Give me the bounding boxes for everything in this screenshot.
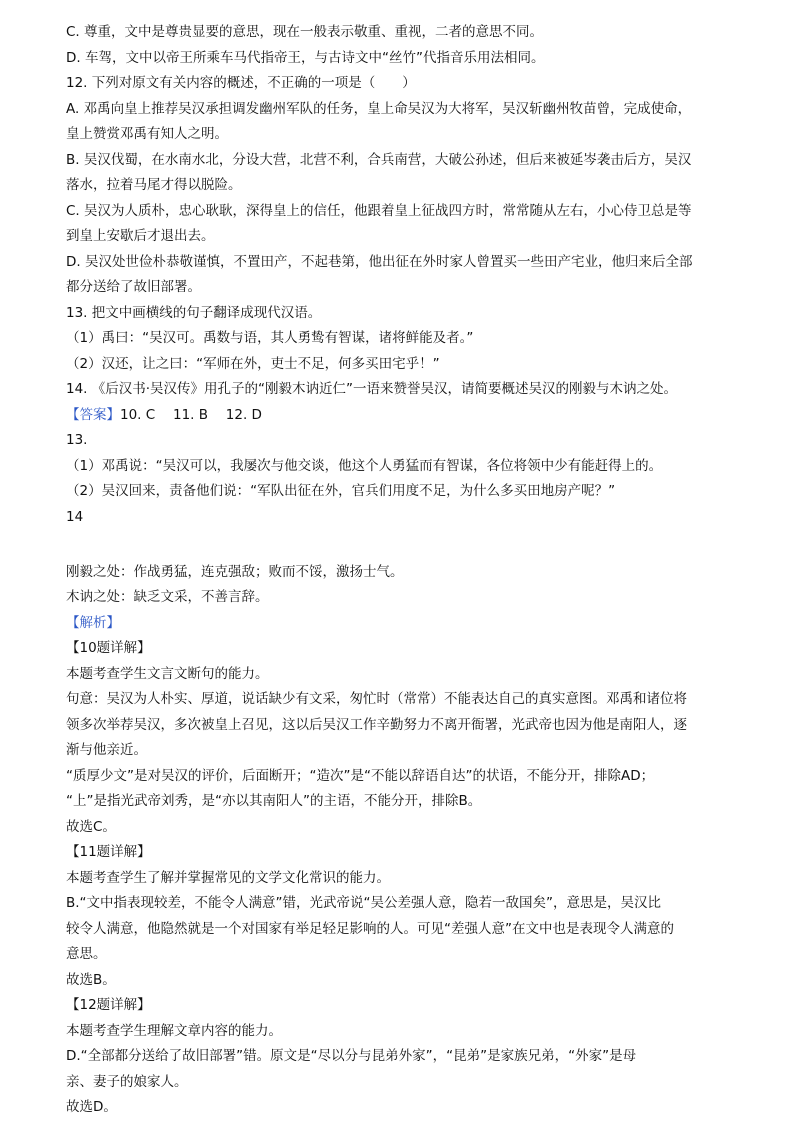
analysis-10-line5: “上”是指光武帝刘秀，是“亦以其南阳人”的主语，不能分开，排除B。 — [66, 793, 482, 809]
question-13-sentence-2: （2）汉还，让之曰：“军师在外，吏士不足，何多买田宅乎！” — [66, 356, 440, 372]
analysis-11-line2: 较令人满意，他隐然就是一个对国家有举足轻足影响的人。可见“差强人意”在文中也是表现令人满意的 — [66, 921, 674, 937]
analysis-10-heading: 【10题详解】 — [66, 640, 151, 656]
option-c-11: C. 尊重，文中是尊贵显要的意思，现在一般表示敬重、重视，二者的意思不同。 — [66, 24, 544, 40]
analysis-10-conclusion: 故选C。 — [66, 819, 116, 835]
answer-13-label: 13. — [66, 432, 88, 448]
analysis-10-intro: 本题考查学生文言文断句的能力。 — [66, 666, 269, 682]
analysis-12-line1: D.“全部都分送给了故旧部署”错。原文是“尽以分与昆弟外家”，“昆弟”是家族兄弟，“外家”是母 — [66, 1048, 637, 1064]
answer-tag: 【答案】 — [66, 407, 120, 423]
analysis-10-line2: 领多次举荐吴汉，多次被皇上召见，这以后吴汉工作辛勤努力不离开衙署，光武帝也因为他是南阳人，逐 — [66, 717, 687, 733]
analysis-12-line2: 亲、妻子的娘家人。 — [66, 1074, 188, 1090]
question-13: 13. 把文中画横线的句子翻译成现代汉语。 — [66, 305, 322, 321]
analysis-10-line1: 句意：吴汉为人朴实、厚道，说话缺少有文采，匆忙时（常常）不能表达自己的真实意图。邓禹和诸位将 — [66, 691, 687, 707]
analysis-12-conclusion: 故选D。 — [66, 1099, 117, 1115]
option-d-11: D. 车驾，文中以帝王所乘车马代指帝王，与古诗文中“丝竹”代指音乐用法相同。 — [66, 50, 545, 66]
answer-14-label: 14 — [66, 509, 84, 525]
option-c-12-line1: C. 吴汉为人质朴，忠心耿耿，深得皇上的信任，他跟着皇上征战四方时，常常随从左右，小心侍卫总是等 — [66, 203, 692, 219]
analysis-11-heading: 【11题详解】 — [66, 844, 151, 860]
analysis-12-heading: 【12题详解】 — [66, 997, 151, 1013]
analysis-11-conclusion: 故选B。 — [66, 972, 116, 988]
analysis-11-intro: 本题考查学生了解并掌握常见的文学文化常识的能力。 — [66, 870, 390, 886]
option-d-12-line2: 都分送给了故旧部署。 — [66, 279, 201, 295]
answer-14-reticent: 木讷之处：缺乏文采，不善言辞。 — [66, 589, 269, 605]
answer-14-firm: 刚毅之处：作战勇猛，连克强敌；败而不馁，激扬士气。 — [66, 564, 404, 580]
option-d-12-line1: D. 吴汉处世俭朴恭敬谨慎，不置田产，不起巷第，他出征在外时家人曾置买一些田产宅业，他归来后全部 — [66, 254, 693, 270]
analysis-tag: 【解析】 — [66, 615, 120, 631]
question-12: 12. 下列对原文有关内容的概述，不正确的一项是（ ） — [66, 75, 416, 91]
question-13-sentence-1: （1）禹曰：“吴汉可。禹数与语，其人勇鸷有智谋，诸将鲜能及者。” — [66, 330, 474, 346]
analysis-10-line3: 渐与他亲近。 — [66, 742, 147, 758]
option-b-12-line1: B. 吴汉伐蜀，在水南水北，分设大营，北营不利，合兵南营，大破公孙述，但后来被延岑袭击后方，吴汉 — [66, 152, 692, 168]
option-b-12-line2: 落水，拉着马尾才得以脱险。 — [66, 177, 242, 193]
analysis-12-intro: 本题考查学生理解文章内容的能力。 — [66, 1023, 282, 1039]
answer-text: 10. C 11. B 12. D — [120, 407, 262, 423]
option-c-12-line2: 到皇上安歇后才退出去。 — [66, 228, 215, 244]
answer-line — [66, 405, 262, 425]
answer-13-2: （2）吴汉回来，责备他们说：“军队出征在外，官兵们用度不足，为什么多买田地房产呢？” — [66, 483, 616, 499]
option-a-12-line2: 皇上赞赏邓禹有知人之明。 — [66, 126, 228, 142]
analysis-11-line3: 意思。 — [66, 946, 107, 962]
option-a-12-line1: A. 邓禹向皇上推荐吴汉承担调发幽州军队的任务，皇上命吴汉为大将军，吴汉斩幽州牧苗曾，完成使命， — [66, 101, 692, 117]
answer-13-1: （1）邓禹说：“吴汉可以，我屡次与他交谈，他这个人勇猛而有智谋，各位将领中少有能赶得上的。 — [66, 458, 663, 474]
analysis-10-line4: “质厚少文”是对吴汉的评价，后面断开；“造次”是“不能以辞语自达”的状语，不能分开，排除AD； — [66, 768, 655, 784]
analysis-11-line1: B.“文中指表现较差，不能令人满意”错，光武帝说“吴公差强人意，隐若一敌国矣”，意思是，吴汉比 — [66, 895, 662, 911]
question-14: 14. 《后汉书·吴汉传》用孔子的“刚毅木讷近仁”一语来赞誉吴汉，请简要概述吴汉的刚毅与木讷之处。 — [66, 381, 678, 397]
